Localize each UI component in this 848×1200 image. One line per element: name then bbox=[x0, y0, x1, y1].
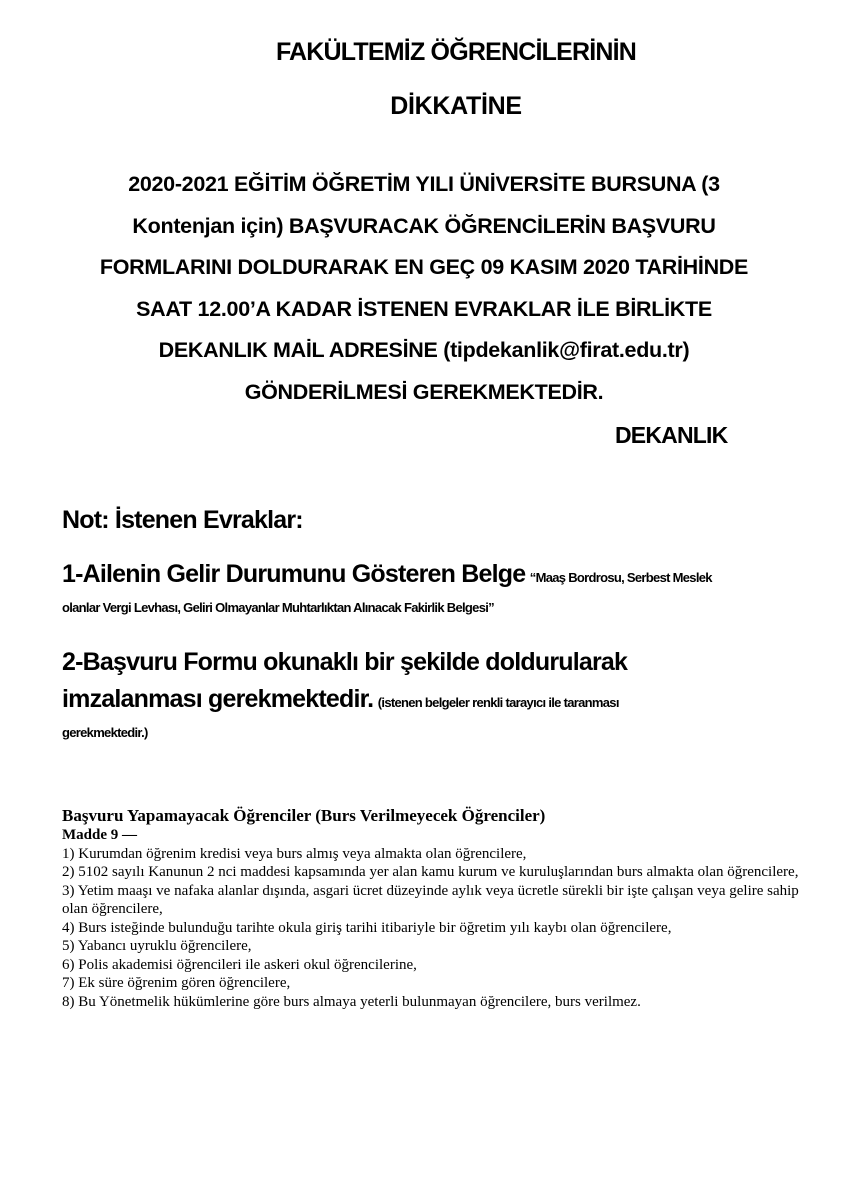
signature: DEKANLIK bbox=[615, 422, 728, 448]
note-title: Not: İstenen Evraklar: bbox=[62, 506, 303, 534]
article-number: Madde 9 — bbox=[62, 827, 137, 843]
announcement-text bbox=[40, 164, 808, 413]
required-document-1-detail: “Maaş Bordrosu, Serbest Meslek bbox=[529, 570, 712, 585]
article-heading: Başvuru Yapamayacak Öğrenciler (Burs Verilmeyecek Öğrenciler) bbox=[62, 806, 546, 825]
list-item: 3) Yetim maaşı ve nafaka alanlar dışında, asgari ücret düzeyinde aylık veya ücretle sürekli bir işte çalışan veya gelire sahip olan öğrencilere, bbox=[62, 882, 799, 917]
announcement-line: GÖNDERİLMESİ GEREKMEKTEDİR. bbox=[244, 379, 604, 404]
list-item: 6) Polis akademisi öğrencileri ile askeri okul öğrencilerine, bbox=[62, 956, 417, 973]
announcement-line: Kontenjan için) BAŞVURACAK ÖĞRENCİLERİN BAŞVURU bbox=[132, 213, 716, 238]
list-item: 8) Bu Yönetmelik hükümlerine göre burs almaya yeterli bulunmayan öğrencilere, burs verilmez. bbox=[62, 993, 641, 1010]
required-document-2-main: 2-Başvuru Formu okunaklı bir şekilde doldurularak bbox=[62, 648, 628, 676]
announcement-line: 2020-2021 EĞİTİM ÖĞRETİM YILI ÜNİVERSİTE BURSUNA (3 bbox=[128, 172, 720, 196]
page-subtitle: DİKKATİNE bbox=[390, 92, 522, 120]
announcement-line: FORMLARINI DOLDURARAK EN GEÇ 09 KASIM 2020 TARİHİNDE bbox=[99, 255, 749, 279]
list-item: 2) 5102 sayılı Kanunun 2 nci maddesi kapsamında yer alan kamu kurum ve kuruluşlarından burs almakta olan öğrencilere, bbox=[62, 864, 799, 880]
list-item: 7) Ek süre öğrenim gören öğrencilere, bbox=[62, 975, 291, 991]
regulation-article bbox=[62, 806, 802, 1011]
required-document-1 bbox=[62, 560, 822, 617]
required-document-2-detail: (istenen belgeler renkli tarayıcı ile taranması bbox=[377, 695, 619, 710]
page-title: FAKÜLTEMİZ ÖĞRENCİLERİNİN bbox=[275, 38, 637, 66]
list-item: 4) Burs isteğinde bulunduğu tarihte okula giriş tarihi itibariyle bir öğretim yılı kaybı olan öğrencilere, bbox=[62, 919, 672, 936]
list-item: 5) Yabancı uyruklu öğrencilere, bbox=[62, 938, 252, 954]
required-document-1-main: 1-Ailenin Gelir Durumunu Gösteren Belge bbox=[62, 560, 526, 588]
announcement-line: SAAT 12.00’A KADAR İSTENEN EVRAKLAR İLE BİRLİKTE bbox=[136, 296, 712, 321]
announcement-line: DEKANLIK MAİL ADRESİNE (tipdekanlik@firat.edu.tr) bbox=[158, 338, 690, 362]
list-item: 1) Kurumdan öğrenim kredisi veya burs almış veya almakta olan öğrencilere, bbox=[62, 845, 527, 862]
required-document-1-detail-cont: olanlar Vergi Levhası, Geliri Olmayanlar Muhtarlıktan Alınacak Fakirlik Belgesi” bbox=[62, 600, 494, 615]
required-document-2-main-cont: imzalanması gerekmektedir. bbox=[62, 685, 374, 713]
required-document-2-detail-cont: gerekmektedir.) bbox=[62, 725, 148, 740]
required-document-2 bbox=[62, 648, 822, 742]
